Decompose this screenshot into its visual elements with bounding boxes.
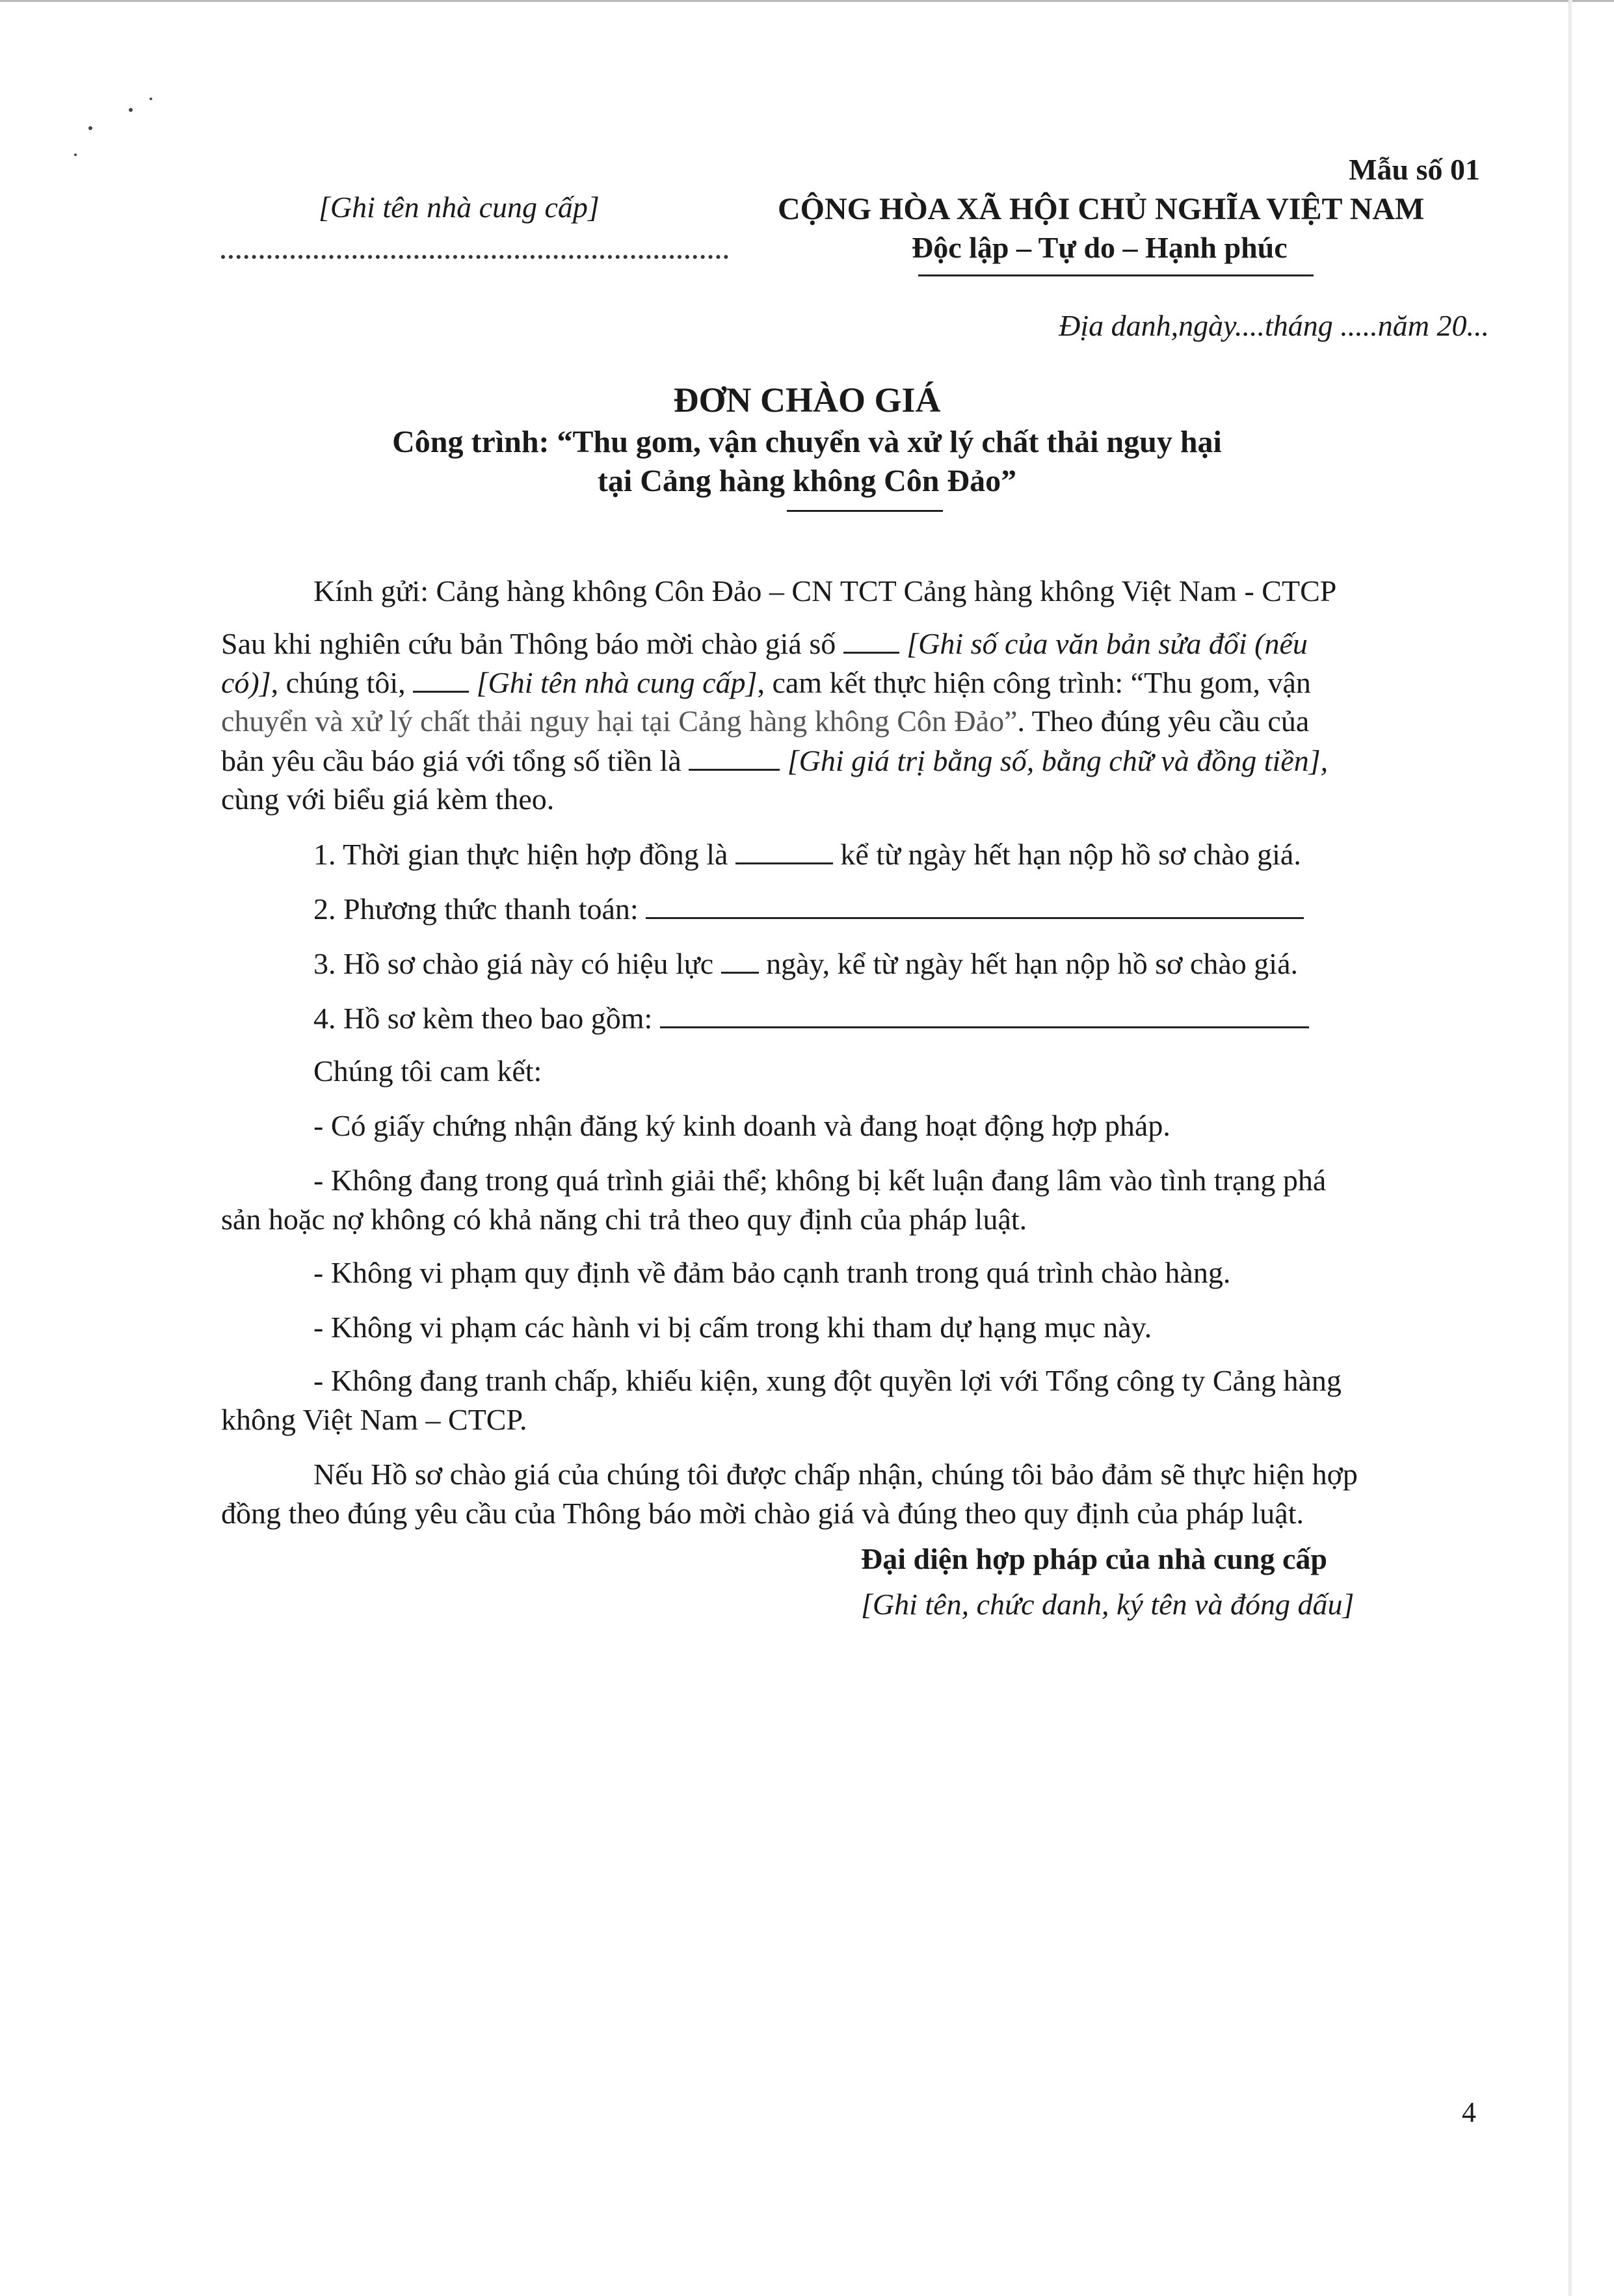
- intro-line-5: cùng với biểu giá kèm theo.: [221, 782, 555, 816]
- commitment-1: - Có giấy chứng nhận đăng ký kinh doanh và đang hoạt động hợp pháp.: [313, 1109, 1171, 1142]
- commitment-3: - Không vi phạm quy định về đảm bảo cạnh tranh trong quá trình chào hàng.: [313, 1256, 1231, 1289]
- intro-line-3: [221, 704, 1309, 738]
- item-2: [313, 891, 1304, 926]
- date-line: Địa danh,ngày....tháng .....năm 20...: [1059, 309, 1489, 342]
- commitment-intro: Chúng tôi cam kết:: [313, 1054, 542, 1088]
- blank-notice-number: [843, 626, 899, 654]
- item-3-text-end: ngày, kể từ ngày hết hạn nộp hồ sơ chào giá.: [758, 947, 1298, 980]
- closing-line-2: đồng theo đúng yêu cầu của Thông báo mời chào giá và đúng theo quy định của pháp luật.: [221, 1497, 1304, 1530]
- commitment-2-line-1: - Không đang trong quá trình giải thể; không bị kết luận đang lâm vào tình trạng phá: [313, 1164, 1327, 1197]
- intro-placeholder: có)]: [221, 666, 271, 699]
- page-number: 4: [1462, 2096, 1476, 2128]
- intro-line-1: [221, 626, 1308, 661]
- blank-payment-method: [646, 891, 1304, 919]
- blank-attachments: [660, 1000, 1309, 1028]
- commitment-2-line-2: sản hoặc nợ không có khả năng chi trả theo quy định của pháp luật.: [221, 1203, 1027, 1236]
- item-1-text: 1. Thời gian thực hiện hợp đồng là: [313, 838, 735, 871]
- national-motto: Độc lập – Tự do – Hạnh phúc: [912, 231, 1288, 264]
- intro-text: , chúng tôi,: [271, 666, 414, 699]
- subject-line-2: tại Cảng hàng không Côn Đảo”: [597, 464, 1017, 498]
- supplier-dotted-line: [221, 255, 728, 259]
- form-number: Mẫu số 01: [1349, 153, 1480, 186]
- intro-placeholder: [Ghi giá trị bằng số, bằng chữ và đồng tiền],: [780, 744, 1329, 777]
- intro-line-2: [221, 665, 1311, 700]
- item-4-text: 4. Hồ sơ kèm theo bao gồm:: [313, 1002, 660, 1035]
- subject-line-1: Công trình: “Thu gom, vận chuyển và xử lý chất thải nguy hại: [392, 425, 1222, 459]
- item-3: [313, 946, 1298, 981]
- scan-right-edge: [1568, 0, 1572, 2296]
- national-title: CỘNG HÒA XÃ HỘI CHỦ NGHĨA VIỆT NAM: [778, 192, 1425, 226]
- closing-line-1: Nếu Hồ sơ chào giá của chúng tôi được chấp nhận, chúng tôi bảo đảm sẽ thực hiện hợp: [313, 1458, 1358, 1491]
- commitment-5-line-2: không Việt Nam – CTCP.: [221, 1403, 527, 1436]
- scan-speck: [129, 108, 133, 112]
- intro-text: , cam kết thực hiện công trình: “Thu gom, vận: [757, 666, 1311, 699]
- document-title: ĐƠN CHÀO GIÁ: [673, 380, 941, 420]
- signature-title: Đại diện hợp pháp của nhà cung cấp: [861, 1542, 1327, 1575]
- item-2-text: 2. Phương thức thanh toán:: [313, 892, 646, 926]
- scan-speck: [74, 154, 77, 156]
- motto-underline: [918, 274, 1314, 276]
- signature-note: [Ghi tên, chức danh, ký tên và đóng dấu]: [861, 1588, 1355, 1621]
- intro-line-4: [221, 743, 1328, 778]
- commitment-5-line-1: - Không đang tranh chấp, khiếu kiện, xung đột quyền lợi với Tổng công ty Cảng hàng: [313, 1364, 1342, 1397]
- addressee: Kính gửi: Cảng hàng không Côn Đảo – CN TCT Cảng hàng không Việt Nam - CTCP: [313, 574, 1337, 607]
- item-3-text: 3. Hồ sơ chào giá này có hiệu lực: [313, 947, 721, 980]
- title-underline: [787, 510, 943, 512]
- scan-speck: [88, 126, 92, 130]
- supplier-name-placeholder: [Ghi tên nhà cung cấp]: [319, 191, 600, 224]
- intro-text: chuyển và xử lý chất thải nguy hại tại Cảng hàng không Côn Đảo”: [221, 704, 1018, 738]
- intro-text: bản yêu cầu báo giá với tổng số tiền là: [221, 744, 689, 777]
- intro-placeholder: [Ghi số của văn bản sửa đổi (nếu: [899, 627, 1308, 660]
- item-4: [313, 1000, 1309, 1035]
- blank-total-amount: [689, 743, 780, 771]
- item-1-text-end: kể từ ngày hết hạn nộp hồ sơ chào giá.: [832, 838, 1301, 871]
- commitment-4: - Không vi phạm các hành vi bị cấm trong khi tham dự hạng mục này.: [313, 1311, 1152, 1344]
- scan-top-edge: [0, 0, 1614, 2]
- intro-text: . Theo đúng yêu cầu của: [1017, 704, 1310, 738]
- scan-speck: [150, 98, 152, 100]
- intro-placeholder: [Ghi tên nhà cung cấp]: [469, 666, 758, 699]
- blank-contract-duration: [735, 836, 833, 864]
- blank-supplier-name: [413, 665, 469, 693]
- blank-validity-days: [721, 946, 759, 974]
- intro-text: Sau khi nghiên cứu bản Thông báo mời chào giá số: [221, 627, 843, 660]
- item-1: [313, 836, 1301, 872]
